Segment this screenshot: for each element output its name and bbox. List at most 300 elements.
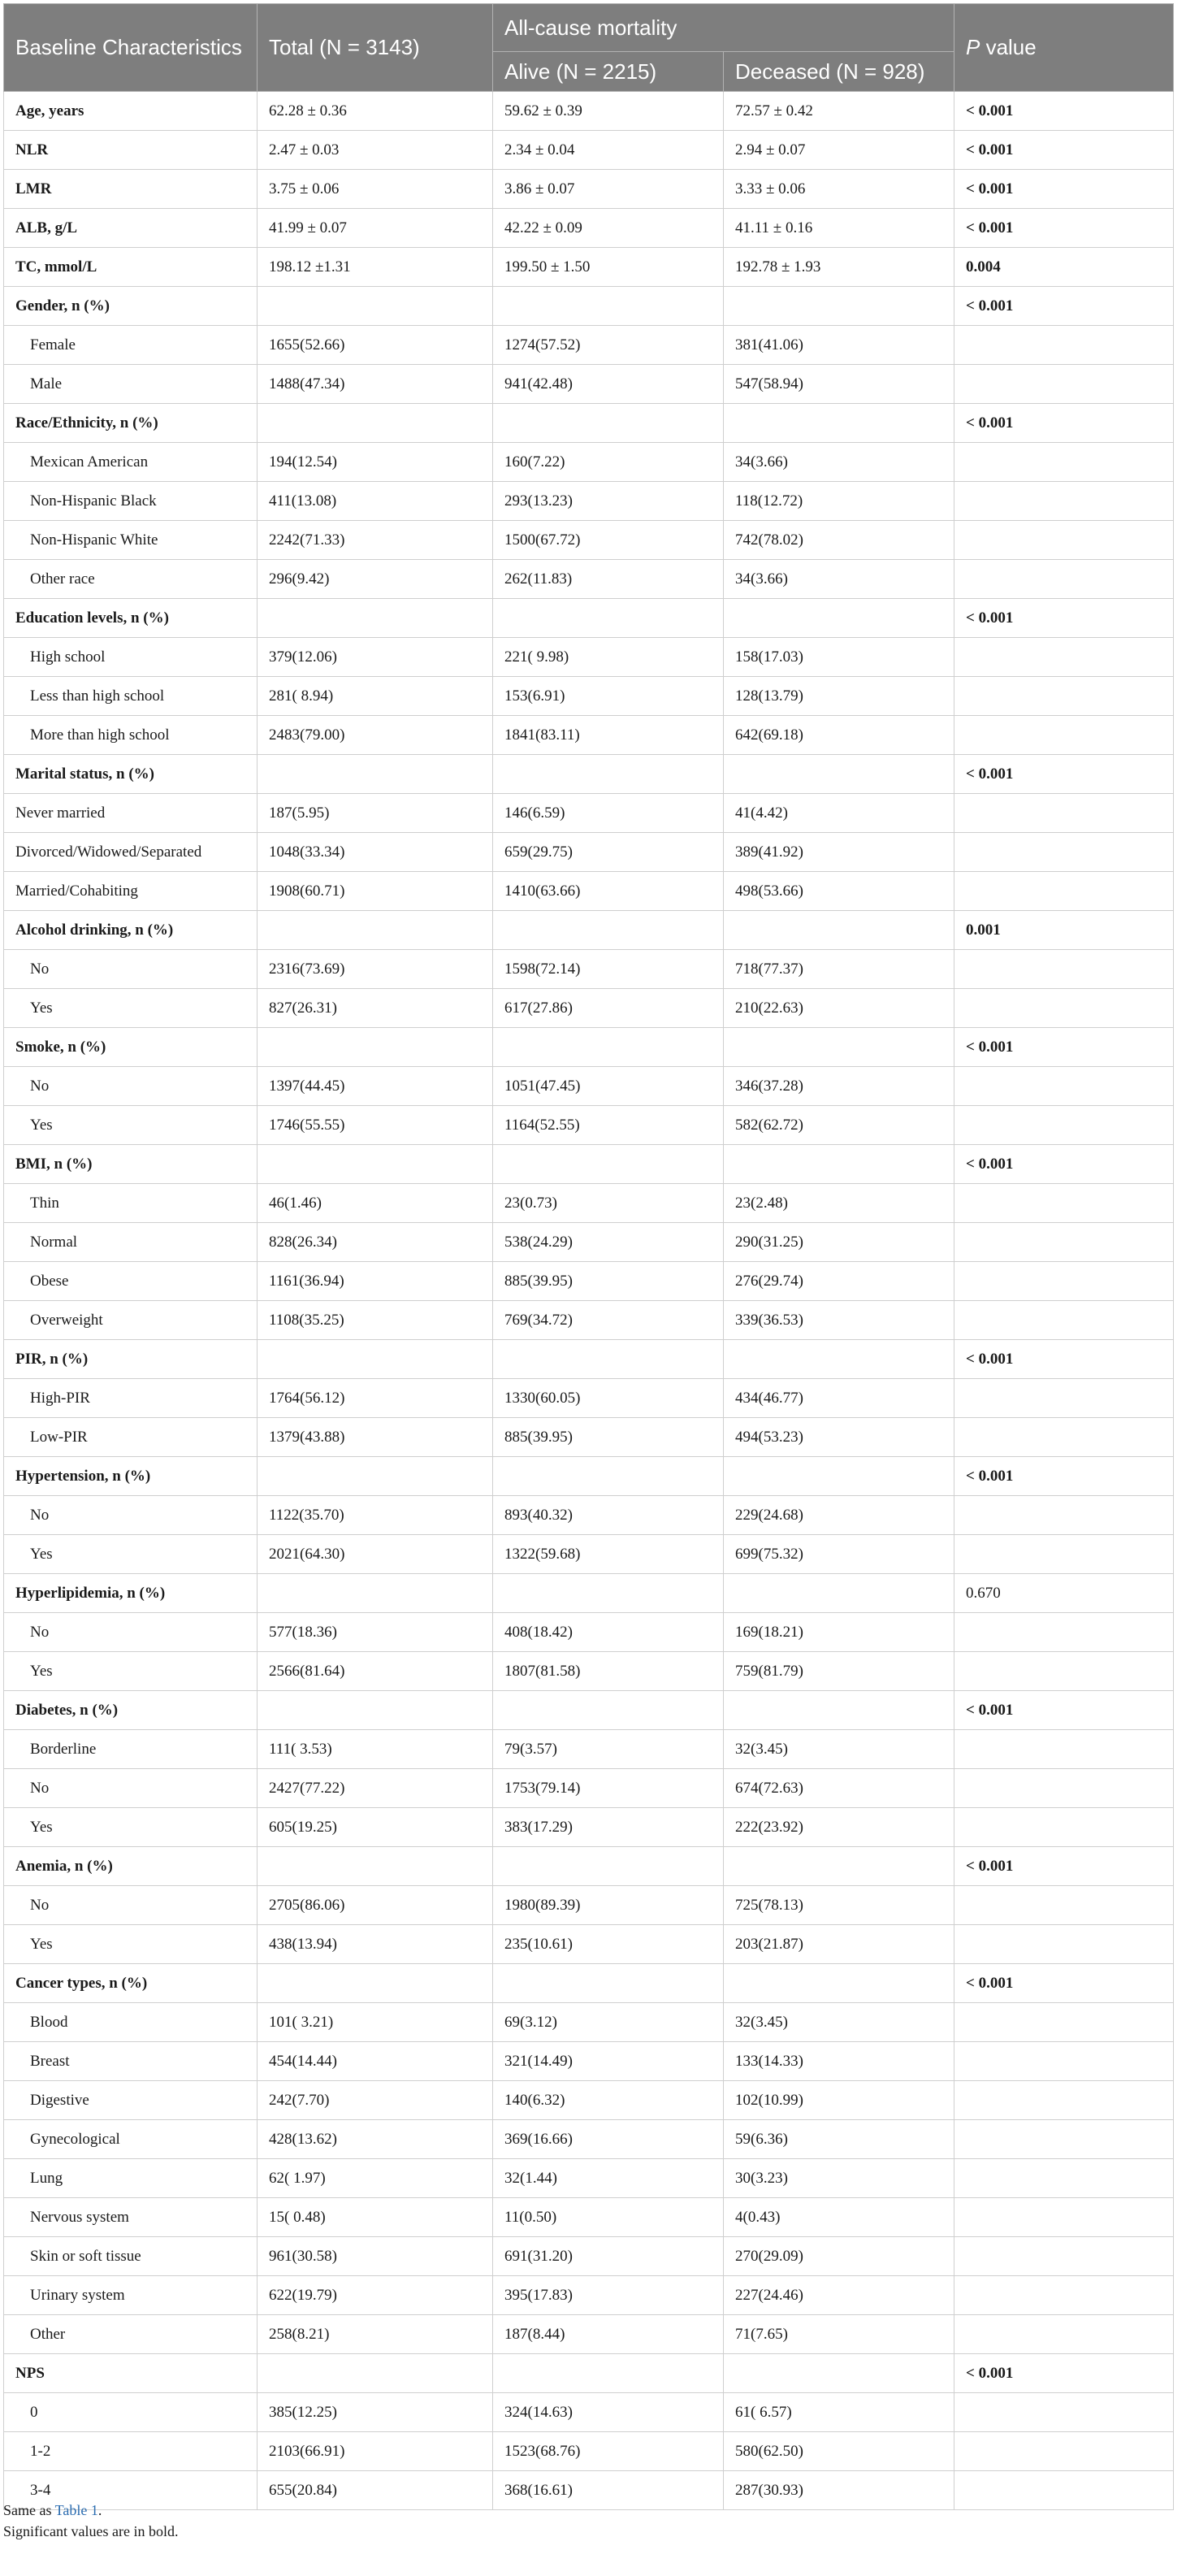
cell-p-value xyxy=(954,1067,1174,1106)
cell-p-value xyxy=(954,1496,1174,1535)
cell-deceased: 34(3.66) xyxy=(724,443,954,482)
cell-alive: 691(31.20) xyxy=(493,2237,724,2276)
cell-alive: 1500(67.72) xyxy=(493,521,724,560)
cell-p-value xyxy=(954,1223,1174,1262)
cell-alive: 59.62 ± 0.39 xyxy=(493,92,724,131)
cell-characteristic: Low-PIR xyxy=(4,1418,258,1457)
cell-p-value xyxy=(954,1262,1174,1301)
cell-total xyxy=(258,911,493,950)
cell-characteristic: Divorced/Widowed/Separated xyxy=(4,833,258,872)
header-alive: Alive (N = 2215) xyxy=(493,52,724,92)
cell-deceased: 389(41.92) xyxy=(724,833,954,872)
cell-p-value xyxy=(954,365,1174,404)
cell-deceased: 290(31.25) xyxy=(724,1223,954,1262)
cell-total: 281( 8.94) xyxy=(258,677,493,716)
cell-p-value xyxy=(954,794,1174,833)
table-row xyxy=(4,833,1174,872)
table-row xyxy=(4,794,1174,833)
cell-deceased: 32(3.45) xyxy=(724,2003,954,2042)
footnotes xyxy=(3,2500,1173,2542)
cell-characteristic: Yes xyxy=(4,1652,258,1691)
cell-total xyxy=(258,1964,493,2003)
cell-p-value xyxy=(954,2393,1174,2432)
cell-p-value xyxy=(954,989,1174,1028)
table-row xyxy=(4,1262,1174,1301)
cell-p-value: < 0.001 xyxy=(954,1964,1174,2003)
footnote-prefix: Same as xyxy=(3,2502,55,2518)
cell-alive: 32(1.44) xyxy=(493,2159,724,2198)
table-row xyxy=(4,209,1174,248)
cell-total: 605(19.25) xyxy=(258,1808,493,1847)
cell-characteristic: Female xyxy=(4,326,258,365)
cell-characteristic: Yes xyxy=(4,1808,258,1847)
cell-total xyxy=(258,1457,493,1496)
cell-alive xyxy=(493,599,724,638)
cell-total xyxy=(258,599,493,638)
cell-characteristic: Non-Hispanic Black xyxy=(4,482,258,521)
cell-deceased: 381(41.06) xyxy=(724,326,954,365)
cell-alive: 893(40.32) xyxy=(493,1496,724,1535)
table-row xyxy=(4,872,1174,911)
header-deceased: Deceased (N = 928) xyxy=(724,52,954,92)
cell-alive: 538(24.29) xyxy=(493,1223,724,1262)
cell-characteristic: Nervous system xyxy=(4,2198,258,2237)
cell-deceased: 276(29.74) xyxy=(724,1262,954,1301)
table-row xyxy=(4,1496,1174,1535)
cell-alive: 1807(81.58) xyxy=(493,1652,724,1691)
table-row xyxy=(4,404,1174,443)
cell-total: 438(13.94) xyxy=(258,1925,493,1964)
table-row xyxy=(4,1652,1174,1691)
cell-characteristic: NPS xyxy=(4,2354,258,2393)
cell-p-value xyxy=(954,2315,1174,2354)
cell-total xyxy=(258,1340,493,1379)
cell-total xyxy=(258,287,493,326)
cell-alive xyxy=(493,1691,724,1730)
cell-alive xyxy=(493,287,724,326)
cell-p-value xyxy=(954,326,1174,365)
cell-alive xyxy=(493,1847,724,1886)
cell-characteristic: Cancer types, n (%) xyxy=(4,1964,258,2003)
table-row xyxy=(4,92,1174,131)
table-row xyxy=(4,2354,1174,2393)
cell-characteristic: Thin xyxy=(4,1184,258,1223)
cell-total: 1397(44.45) xyxy=(258,1067,493,1106)
table-row xyxy=(4,638,1174,677)
cell-deceased: 759(81.79) xyxy=(724,1652,954,1691)
cell-p-value: < 0.001 xyxy=(954,1457,1174,1496)
cell-alive: 1841(83.11) xyxy=(493,716,724,755)
cell-characteristic: Obese xyxy=(4,1262,258,1301)
cell-deceased xyxy=(724,1340,954,1379)
cell-deceased xyxy=(724,1457,954,1496)
cell-deceased: 4(0.43) xyxy=(724,2198,954,2237)
cell-deceased: 203(21.87) xyxy=(724,1925,954,1964)
cell-total: 41.99 ± 0.07 xyxy=(258,209,493,248)
cell-p-value xyxy=(954,2432,1174,2471)
cell-alive xyxy=(493,1457,724,1496)
table-row xyxy=(4,443,1174,482)
cell-total: 2021(64.30) xyxy=(258,1535,493,1574)
cell-p-value xyxy=(954,1379,1174,1418)
cell-deceased: 133(14.33) xyxy=(724,2042,954,2081)
cell-total: 1379(43.88) xyxy=(258,1418,493,1457)
table-row xyxy=(4,2042,1174,2081)
table-row xyxy=(4,482,1174,521)
cell-alive: 262(11.83) xyxy=(493,560,724,599)
cell-total: 2483(79.00) xyxy=(258,716,493,755)
cell-total xyxy=(258,1028,493,1067)
cell-characteristic: Education levels, n (%) xyxy=(4,599,258,638)
cell-alive: 324(14.63) xyxy=(493,2393,724,2432)
cell-alive: 1980(89.39) xyxy=(493,1886,724,1925)
cell-characteristic: More than high school xyxy=(4,716,258,755)
table-row xyxy=(4,2120,1174,2159)
table-row xyxy=(4,2237,1174,2276)
cell-p-value xyxy=(954,638,1174,677)
cell-deceased: 287(30.93) xyxy=(724,2471,954,2510)
header-p-italic: P xyxy=(966,35,980,59)
cell-total: 1108(35.25) xyxy=(258,1301,493,1340)
cell-deceased: 346(37.28) xyxy=(724,1067,954,1106)
cell-p-value xyxy=(954,1730,1174,1769)
cell-total: 2566(81.64) xyxy=(258,1652,493,1691)
cell-p-value xyxy=(954,950,1174,989)
cell-alive: 79(3.57) xyxy=(493,1730,724,1769)
table-row xyxy=(4,248,1174,287)
cell-p-value xyxy=(954,872,1174,911)
cell-alive: 885(39.95) xyxy=(493,1262,724,1301)
cell-characteristic: Gender, n (%) xyxy=(4,287,258,326)
cell-total: 101( 3.21) xyxy=(258,2003,493,2042)
cell-characteristic: Yes xyxy=(4,1535,258,1574)
table-row xyxy=(4,755,1174,794)
cell-p-value: < 0.001 xyxy=(954,92,1174,131)
cell-deceased: 30(3.23) xyxy=(724,2159,954,2198)
cell-alive: 1051(47.45) xyxy=(493,1067,724,1106)
table-row xyxy=(4,1301,1174,1340)
table-row xyxy=(4,1808,1174,1847)
cell-total: 198.12 ±1.31 xyxy=(258,248,493,287)
table-row xyxy=(4,677,1174,716)
header-baseline-characteristics: Baseline Characteristics xyxy=(4,4,258,92)
cell-characteristic: Breast xyxy=(4,2042,258,2081)
cell-total: 385(12.25) xyxy=(258,2393,493,2432)
table-row xyxy=(4,989,1174,1028)
baseline-characteristics-table xyxy=(3,3,1174,2510)
cell-alive xyxy=(493,1145,724,1184)
header-p-rest: value xyxy=(980,35,1037,59)
cell-total: 1122(35.70) xyxy=(258,1496,493,1535)
cell-p-value: < 0.001 xyxy=(954,599,1174,638)
cell-deceased: 547(58.94) xyxy=(724,365,954,404)
cell-characteristic: NLR xyxy=(4,131,258,170)
cell-alive: 1753(79.14) xyxy=(493,1769,724,1808)
cell-p-value xyxy=(954,677,1174,716)
cell-total xyxy=(258,2354,493,2393)
cell-deceased: 582(62.72) xyxy=(724,1106,954,1145)
cell-characteristic: Married/Cohabiting xyxy=(4,872,258,911)
cell-p-value: < 0.001 xyxy=(954,1028,1174,1067)
cell-characteristic: Other xyxy=(4,2315,258,2354)
cell-total: 258(8.21) xyxy=(258,2315,493,2354)
cell-deceased: 725(78.13) xyxy=(724,1886,954,1925)
table-row xyxy=(4,170,1174,209)
cell-alive xyxy=(493,404,724,443)
cell-alive: 1598(72.14) xyxy=(493,950,724,989)
table-header xyxy=(4,4,1174,92)
cell-total: 828(26.34) xyxy=(258,1223,493,1262)
cell-p-value xyxy=(954,1886,1174,1925)
cell-characteristic: No xyxy=(4,1769,258,1808)
cell-p-value xyxy=(954,560,1174,599)
cell-deceased: 102(10.99) xyxy=(724,2081,954,2120)
cell-characteristic: Non-Hispanic White xyxy=(4,521,258,560)
cell-alive xyxy=(493,755,724,794)
table-row xyxy=(4,521,1174,560)
cell-total: 655(20.84) xyxy=(258,2471,493,2510)
table-row xyxy=(4,1106,1174,1145)
cell-alive: 941(42.48) xyxy=(493,365,724,404)
cell-p-value: < 0.001 xyxy=(954,1691,1174,1730)
cell-total: 2103(66.91) xyxy=(258,2432,493,2471)
cell-alive: 368(16.61) xyxy=(493,2471,724,2510)
cell-deceased: 32(3.45) xyxy=(724,1730,954,1769)
cell-p-value xyxy=(954,2198,1174,2237)
cell-characteristic: Skin or soft tissue xyxy=(4,2237,258,2276)
cell-characteristic: Yes xyxy=(4,989,258,1028)
table-row xyxy=(4,1184,1174,1223)
cell-p-value: < 0.001 xyxy=(954,131,1174,170)
cell-deceased: 2.94 ± 0.07 xyxy=(724,131,954,170)
cell-p-value xyxy=(954,521,1174,560)
cell-alive: 42.22 ± 0.09 xyxy=(493,209,724,248)
table-row xyxy=(4,1886,1174,1925)
cell-deceased: 674(72.63) xyxy=(724,1769,954,1808)
cell-total: 2242(71.33) xyxy=(258,521,493,560)
cell-alive: 11(0.50) xyxy=(493,2198,724,2237)
cell-deceased xyxy=(724,1691,954,1730)
cell-p-value xyxy=(954,2159,1174,2198)
cell-total: 622(19.79) xyxy=(258,2276,493,2315)
cell-deceased xyxy=(724,287,954,326)
cell-characteristic: No xyxy=(4,950,258,989)
cell-total: 428(13.62) xyxy=(258,2120,493,2159)
table-1-link[interactable]: Table 1 xyxy=(54,2502,98,2518)
cell-total: 411(13.08) xyxy=(258,482,493,521)
cell-alive: 293(13.23) xyxy=(493,482,724,521)
cell-deceased: 718(77.37) xyxy=(724,950,954,989)
table-row xyxy=(4,326,1174,365)
cell-alive: 23(0.73) xyxy=(493,1184,724,1223)
table-row xyxy=(4,1340,1174,1379)
cell-total: 1908(60.71) xyxy=(258,872,493,911)
cell-characteristic: Diabetes, n (%) xyxy=(4,1691,258,1730)
cell-alive xyxy=(493,2354,724,2393)
cell-alive: 221( 9.98) xyxy=(493,638,724,677)
cell-characteristic: High-PIR xyxy=(4,1379,258,1418)
table-row xyxy=(4,287,1174,326)
cell-deceased: 227(24.46) xyxy=(724,2276,954,2315)
cell-deceased: 434(46.77) xyxy=(724,1379,954,1418)
cell-total: 1048(33.34) xyxy=(258,833,493,872)
cell-total: 577(18.36) xyxy=(258,1613,493,1652)
cell-p-value xyxy=(954,1769,1174,1808)
cell-characteristic: Smoke, n (%) xyxy=(4,1028,258,1067)
cell-characteristic: Mexican American xyxy=(4,443,258,482)
cell-characteristic: 0 xyxy=(4,2393,258,2432)
table-row xyxy=(4,2393,1174,2432)
cell-p-value xyxy=(954,2237,1174,2276)
cell-total: 1655(52.66) xyxy=(258,326,493,365)
table-row xyxy=(4,599,1174,638)
cell-characteristic: LMR xyxy=(4,170,258,209)
cell-p-value xyxy=(954,1418,1174,1457)
cell-deceased: 498(53.66) xyxy=(724,872,954,911)
cell-deceased: 61( 6.57) xyxy=(724,2393,954,2432)
cell-alive: 617(27.86) xyxy=(493,989,724,1028)
cell-characteristic: No xyxy=(4,1886,258,1925)
table-row xyxy=(4,2081,1174,2120)
cell-alive xyxy=(493,1964,724,2003)
cell-characteristic: Borderline xyxy=(4,1730,258,1769)
cell-total: 2427(77.22) xyxy=(258,1769,493,1808)
cell-characteristic: Alcohol drinking, n (%) xyxy=(4,911,258,950)
table-row xyxy=(4,2276,1174,2315)
cell-p-value xyxy=(954,443,1174,482)
cell-deceased: 210(22.63) xyxy=(724,989,954,1028)
footnote-line-1 xyxy=(3,2500,1173,2521)
cell-alive: 140(6.32) xyxy=(493,2081,724,2120)
cell-characteristic: Age, years xyxy=(4,92,258,131)
cell-p-value: < 0.001 xyxy=(954,2354,1174,2393)
cell-alive: 1523(68.76) xyxy=(493,2432,724,2471)
cell-p-value: 0.670 xyxy=(954,1574,1174,1613)
cell-characteristic: Hyperlipidemia, n (%) xyxy=(4,1574,258,1613)
cell-total: 15( 0.48) xyxy=(258,2198,493,2237)
cell-characteristic: PIR, n (%) xyxy=(4,1340,258,1379)
cell-deceased: 270(29.09) xyxy=(724,2237,954,2276)
table-row xyxy=(4,1418,1174,1457)
cell-deceased xyxy=(724,2354,954,2393)
cell-characteristic: No xyxy=(4,1613,258,1652)
cell-characteristic: Never married xyxy=(4,794,258,833)
cell-alive: 885(39.95) xyxy=(493,1418,724,1457)
cell-deceased: 222(23.92) xyxy=(724,1808,954,1847)
table-row xyxy=(4,365,1174,404)
cell-characteristic: Gynecological xyxy=(4,2120,258,2159)
table-row xyxy=(4,1691,1174,1730)
cell-p-value: < 0.001 xyxy=(954,170,1174,209)
cell-deceased: 642(69.18) xyxy=(724,716,954,755)
cell-p-value: < 0.001 xyxy=(954,1145,1174,1184)
cell-deceased: 118(12.72) xyxy=(724,482,954,521)
cell-alive: 3.86 ± 0.07 xyxy=(493,170,724,209)
cell-deceased: 158(17.03) xyxy=(724,638,954,677)
cell-alive: 146(6.59) xyxy=(493,794,724,833)
cell-alive: 1330(60.05) xyxy=(493,1379,724,1418)
table-row xyxy=(4,716,1174,755)
cell-total: 379(12.06) xyxy=(258,638,493,677)
cell-alive: 408(18.42) xyxy=(493,1613,724,1652)
cell-characteristic: No xyxy=(4,1496,258,1535)
cell-characteristic: Overweight xyxy=(4,1301,258,1340)
cell-p-value: < 0.001 xyxy=(954,209,1174,248)
cell-deceased: 229(24.68) xyxy=(724,1496,954,1535)
cell-p-value xyxy=(954,1535,1174,1574)
cell-alive: 321(14.49) xyxy=(493,2042,724,2081)
cell-characteristic: Male xyxy=(4,365,258,404)
cell-p-value: < 0.001 xyxy=(954,1340,1174,1379)
cell-alive: 69(3.12) xyxy=(493,2003,724,2042)
table-row xyxy=(4,2159,1174,2198)
cell-deceased: 34(3.66) xyxy=(724,560,954,599)
cell-total: 1764(56.12) xyxy=(258,1379,493,1418)
cell-alive: 383(17.29) xyxy=(493,1808,724,1847)
cell-alive xyxy=(493,1028,724,1067)
cell-p-value: < 0.001 xyxy=(954,755,1174,794)
footnote-suffix: . xyxy=(97,2502,102,2518)
cell-total: 194(12.54) xyxy=(258,443,493,482)
cell-total: 1488(47.34) xyxy=(258,365,493,404)
cell-p-value xyxy=(954,716,1174,755)
cell-deceased xyxy=(724,1964,954,2003)
cell-characteristic: Urinary system xyxy=(4,2276,258,2315)
cell-total: 1746(55.55) xyxy=(258,1106,493,1145)
cell-alive: 769(34.72) xyxy=(493,1301,724,1340)
cell-alive: 235(10.61) xyxy=(493,1925,724,1964)
cell-characteristic: Normal xyxy=(4,1223,258,1262)
cell-characteristic: Other race xyxy=(4,560,258,599)
cell-p-value xyxy=(954,1184,1174,1223)
cell-deceased xyxy=(724,755,954,794)
cell-deceased: 23(2.48) xyxy=(724,1184,954,1223)
cell-p-value: < 0.001 xyxy=(954,287,1174,326)
cell-p-value xyxy=(954,1925,1174,1964)
table-row xyxy=(4,1145,1174,1184)
table-row xyxy=(4,1535,1174,1574)
cell-characteristic: Blood xyxy=(4,2003,258,2042)
cell-total: 111( 3.53) xyxy=(258,1730,493,1769)
cell-total xyxy=(258,1847,493,1886)
cell-total: 242(7.70) xyxy=(258,2081,493,2120)
table-row xyxy=(4,2003,1174,2042)
cell-characteristic: TC, mmol/L xyxy=(4,248,258,287)
table-row xyxy=(4,1964,1174,2003)
cell-p-value xyxy=(954,1808,1174,1847)
table-row xyxy=(4,560,1174,599)
table-row xyxy=(4,950,1174,989)
cell-alive: 1164(52.55) xyxy=(493,1106,724,1145)
cell-alive: 187(8.44) xyxy=(493,2315,724,2354)
table-row xyxy=(4,2315,1174,2354)
table-row xyxy=(4,1925,1174,1964)
cell-alive: 2.34 ± 0.04 xyxy=(493,131,724,170)
table-row xyxy=(4,1769,1174,1808)
cell-characteristic: Less than high school xyxy=(4,677,258,716)
table-row xyxy=(4,1457,1174,1496)
cell-p-value: < 0.001 xyxy=(954,1847,1174,1886)
cell-characteristic: No xyxy=(4,1067,258,1106)
cell-characteristic: Marital status, n (%) xyxy=(4,755,258,794)
cell-total xyxy=(258,1574,493,1613)
table-row xyxy=(4,1067,1174,1106)
cell-total: 961(30.58) xyxy=(258,2237,493,2276)
cell-p-value: 0.004 xyxy=(954,248,1174,287)
cell-characteristic: Hypertension, n (%) xyxy=(4,1457,258,1496)
table-row xyxy=(4,1574,1174,1613)
cell-total: 454(14.44) xyxy=(258,2042,493,2081)
